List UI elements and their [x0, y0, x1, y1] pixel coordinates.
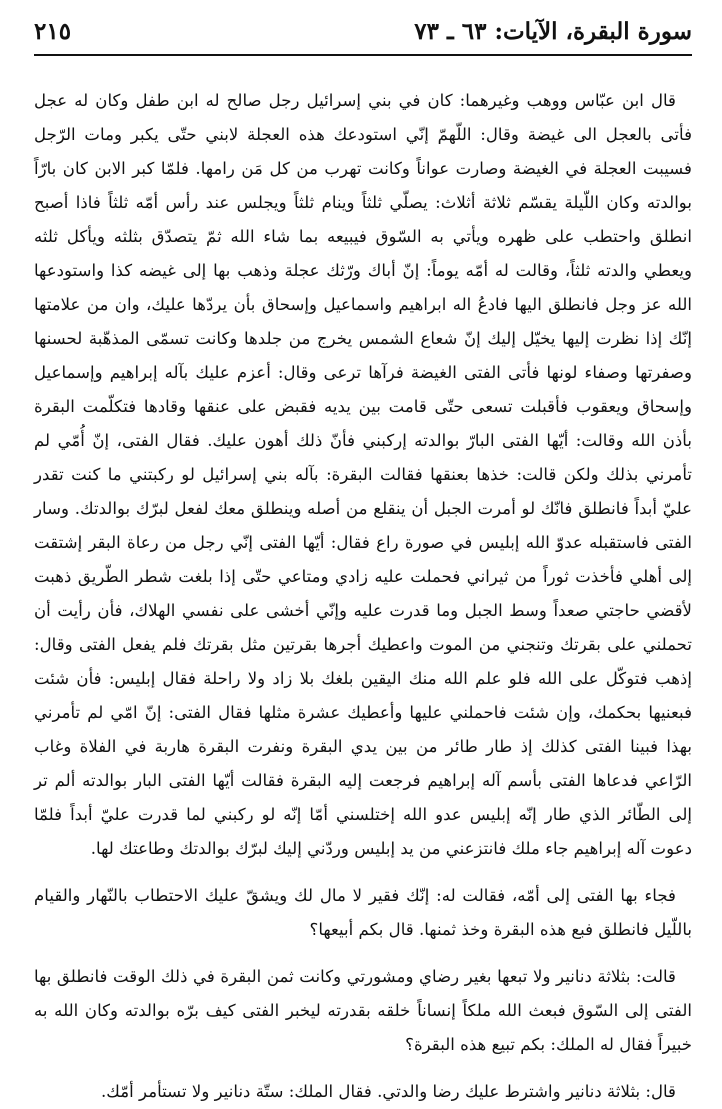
book-page [34, 14, 692, 1101]
paragraph-2: فجاء بها الفتى إلى أمّه، فقالت له: إنّك فقير لا مال لك ويشقّ عليك الاحتطاب بالنّهار والقيام باللّيل فانطلق فبع هذه البقرة وخذ ثمنها. قال بكم أبيعها؟ [34, 886, 692, 939]
page-body [34, 84, 692, 1109]
surah-title: سورة البقرة، الآيات: ٦٣ ـ ٧٣ [414, 18, 692, 45]
paragraph-4: قال: بثلاثة دنانير واشترط عليك رضا والدتي. فقال الملك: ستّة دنانير ولا تستأمر أمّك. [101, 1082, 676, 1101]
page-number: ٢١٥ [34, 18, 72, 45]
paragraph-1: قال ابن عبّاس ووهب وغيرهما: كان في بني إسرائيل رجل صالح له ابن طفل وكان له عجل فأتى بالعجل الى غيضة وقال: اللّهمّ إنّي استودعك هذه العجلة لابني حتّى يكبر ومات الرّجل فسيبت العجلة في الغيضة وصارت عواناً وكانت تهرب من كل مَن رامها. فلمّا كبر الابن كان بارّاً بوالدته وكان اللّيلة يقسّم ثلاثة أثلاث: يصلّي ثلثاً وينام ثلثاً ويجلس عند رأس أمّه ثلثاً فاذا أصبح انطلق واحتطب على ظهره ويأتي به السّوق فيبيعه بما شاء الله ثمّ يتصدّق بثلثه ويأكل ثلثه ويعطي والدته ثلثاً، وقالت له أمّه يوماً: إنّ أباك ورّثك عجلة وذهب بها إلى غيضه كذا واستودعها الله عز وجل فانطلق اليها فادعُ اله ابراهيم واسماعيل وإسحاق بأن يردّها عليك، وان من علامتها إنّك إذا نظرت إليها يخيّل إليك إنّ شعاع الشمس يخرج من جلدها وكانت تسمّى المذهّبة لحسنها وصفرتها وصفاء لونها فأتى الفتى الغيضة فرآها ترعى وقال: أعزم عليك بآله إبراهيم وإسماعيل وإسحاق ويعقوب فأقبلت تسعى حتّى قامت بين يديه فقبض على عنقها وقادها فتكلّمت البقرة بأذن الله وقالت: أيّها الفتى البارّ بوالدته إركبني فأنّ ذلك أهون عليك. فقال الفتى، إنّ أُمّي لم تأمرني بذلك ولكن قالت: خذها بعنقها فقالت البقرة: بآله بني إسرائيل لو ركبتني ما كنت تقدر عليّ أبداً فانطلق فانّك لو أمرت الجبل أن ينقلع من أصله وينطلق معك لفعل لبرّك بوالدتك. وسار الفتى فاستقبله عدوّ الله إبليس في صورة راع فقال: أيّها الفتى إنّي رجل من رعاة البقر إشتقت إلى أهلي فأخذت ثوراً من ثيراني فحملت عليه زادي ومتاعي حتّى إذا بلغت شطر الطّريق ذهبت لأقضي حاجتي صعداً وسط الجبل وما قدرت عليه وإنّي أخشى على نفسي الهلاك، فأن رأيت أن تحملني على بقرتك وتنجني من الموت واعطيك أجرها بقرتين مثل بقرتك فلم يفعل الفتى وقال: إذهب فتوكّل على الله فلو علم الله منك اليقين بلغك بلا زاد ولا راحلة فقال إبليس: فأن شئت فبعنيها بحكمك، وإن شئت فاحملني عليها وأعطيك عشرة مثلها فقال الفتى: إنّ امّي لم تأمرني بهذا فبينا الفتى كذلك إذ طار طائر من بين يدي البقرة ونفرت البقرة هاربة في الفلاة وغاب الرّاعي فدعاها الفتى بأسم آله إبراهيم فرجعت إليه البقرة فقالت أيّها الفتى البار بوالدته ألم تر إلى الطّائر الذي طار إنّه إبليس عدو الله إختلسني أمّا إنّه لو ركبني لما قدرت عليّ أبداً فلمّا دعوت آله إبراهيم جاء ملك فانتزعني من يد إبليس وردّني إليك لبرّك بوالدتك وطاعتك لها. [34, 91, 692, 858]
paragraph-3: قالت: بثلاثة دنانير ولا تبعها بغير رضاي ومشورتي وكانت ثمن البقرة في ذلك الوقت فانطلق بها الفتى إلى السّوق فبعث الله ملكاً إنساناً خلقه بقدرته ليخبر الفتى كيف برّه بوالدته وكان الله به خبيراً فقال له الملك: بكم تبيع هذه البقرة؟ [34, 967, 692, 1054]
page-header [34, 14, 692, 56]
